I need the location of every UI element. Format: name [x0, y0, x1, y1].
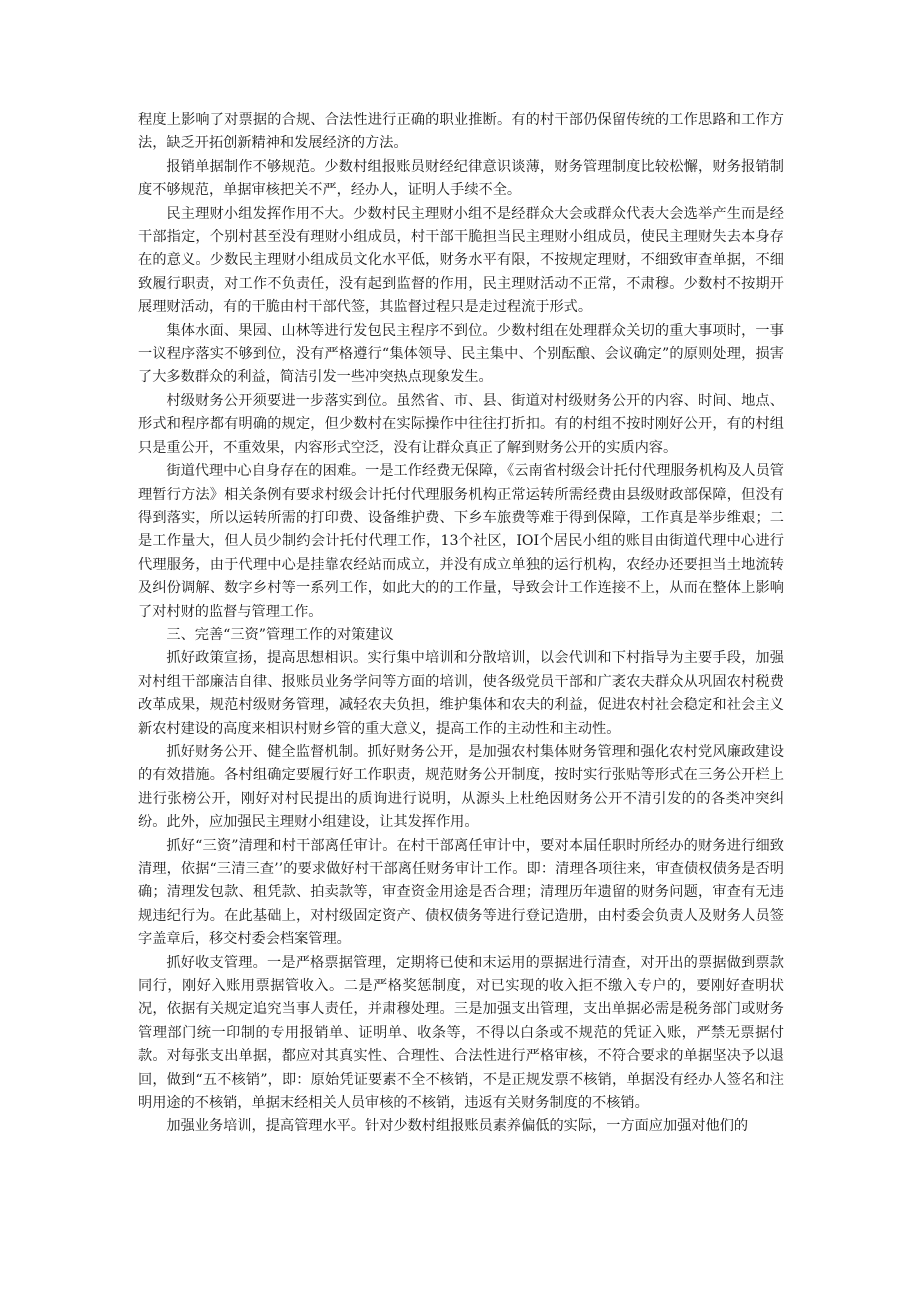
- paragraph-agency-difficulties: 街道代理中心自身存在的困难。一是工作经费无保障，《云南省村级会计托付代理服务机构及人员管理暂行方法》相关条例有要求村级会计托付代理服务机构正常运转所需经费由县级财政部保障，但没有得到落实，所以运转所需的打印费、设备维护费、下乡车旅费等难于得到保障，工作真是举步维艰；二是工作量大，但人员少制约会计托付代理工作，13个社区，IOI个居民小组的账目由街道代理中心进行代理服务，由于代理中心是挂靠农经站而成立，并没有成立单独的运行机构，农经办还要担当土地流转及纠份调解、数字乡村等一系列工作，如此大的的工作量，导致会计工作连接不上，从而在整体上影响了对村财的监督与管理工作。: [138, 463, 784, 620]
- section-heading: 三、完善“三资”管理工作的对策建议: [166, 626, 394, 643]
- paragraph-policy-promotion: 抓好政策宣扬，提高思想相识。实行集中培训和分散培训，以会代训和下村指导为主要手段，加强对村组干部廉洁自律、报账员业务学问等方面的培训，使各级党员干部和广袤农夫群众从巩固农村税费改革成果，规范村级财务管理，减轻农夫负担，维护集体和农夫的利益，促进农村社会稳定和社会主义新农村建设的高度来相识村财乡管的重大意义，提高工作的主动性和主动性。: [138, 650, 784, 737]
- paragraph-continued: 程度上影响了对票据的合规、合法性进行正确的职业推断。有的村干部仍保留传统的工作思路和工作方法，缺乏开拓创新精神和发展经济的方法。: [138, 112, 784, 152]
- document-body: [138, 109, 784, 1139]
- paragraph-contracting: 集体水面、果园、山林等进行发包民主程序不到位。少数村组在处理群众关切的重大事项时，一事一议程序落实不够到位，没有严格遵行“集体领导、民主集中、个别酝酿、会议确定”的原则处理，损害了大多数群众的利益，简洁引发一些冲突热点现象发生。: [138, 322, 784, 386]
- paragraph-supervision: 抓好财务公开、健全监督机制。抓好财务公开，是加强农村集体财务管理和强化农村党风廉政建设的有效措施。各村组确定要履行好工作职责，规范财务公开制度，按时实行张贴等形式在三务公开栏上进行张榜公开，刚好对村民提出的质询进行说明，从源头上杜绝因财务公开不清引发的的各类冲突纠纷。此外，应加强民主理财小组建设，让其发挥作用。: [138, 743, 784, 831]
- paragraph-audit: 抓好“三资”清理和村干部离任审计。在村干部离任审计中，要对本届任职时所经办的财务进行细致清理，依据“三清三查’’的要求做好村干部离任财务审计工作。即：清理各项往来，审查债权债务是否明确；清理发包款、租凭款、拍卖款等，审查资金用途是否合理；清理历年遗留的财务问题，审查有无违规违纪行为。在此基础上，对村级固定资产、债权债务等进行登记造册，由村委会负责人及财务人员签字盖章后，移交村委会档案管理。: [138, 837, 784, 948]
- paragraph-training: 加强业务培训，提高管理水平。针对少数村组报账员素养偏低的实际，一方面应加强对他们的: [166, 1118, 749, 1135]
- paragraph-finance-group: 民主理财小组发挥作用不大。少数村民主理财小组不是经群众大会或群众代表大会选举产生而是经干部指定，个别村甚至没有理财小组成员，村干部干脆担当民主理财小组成员，使民主理财失去本身存在的意义。少数民主理财小组成员文化水平低，财务水平有限，不按规定理财，不细致审查单据，不细致履行职责，对工作不负责任，没有起到监督的作用，民主理财活动不正常，不肃穆。少数村不按期开展理财活动，有的干脆由村干部代签，其监督过程只是走过程流于形式。: [138, 205, 784, 316]
- paragraph-finance-disclosure: 村级财务公开须要进一步落实到位。虽然省、市、县、街道对村级财务公开的内容、时间、地点、形式和程序都有明确的规定，但少数村在实际操作中往往打折扣。有的村组不按时刚好公开，有的村组只是重公开，不重效果，内容形式空泛，没有让群众真正了解到财务公开的实质内容。: [138, 392, 784, 456]
- paragraph-reimbursement-docs: 报销单据制作不够规范。少数村组报账员财经纪律意识谈薄，财务管理制度比较松懈，财务报销制度不够规范，单据审核把关不严，经办人，证明人手续不全。: [138, 158, 784, 199]
- paragraph-income-expense: 抓好收支管理。一是严格票据管理，定期将已使和末运用的票据进行清查，对开出的票据做到票款同行，刚好入账用票据管收入。二是严格奖惩制度，对已实现的收入拒不缴入专户的，要刚好查明状况，依据有关规定追究当事人责任，并肃穆处理。三是加强支出管理，支出单据必需是税务部门或财务管理部门统一印制的专用报销单、证明单、收条等，不得以白条或不规范的凭证入账，严禁无票据付款。对每张支出单据，都应对其真实性、合理性、合法性进行严格审核，不符合要求的单据坚决予以退回，做到“五不核销”，即：原始凭证要素不全不核销，不是正规发票不核销，单据没有经办人签名和注明用途的不核销，单据末经相关人员审核的不核销，违返有关财务制度的不核销。: [138, 954, 784, 1112]
